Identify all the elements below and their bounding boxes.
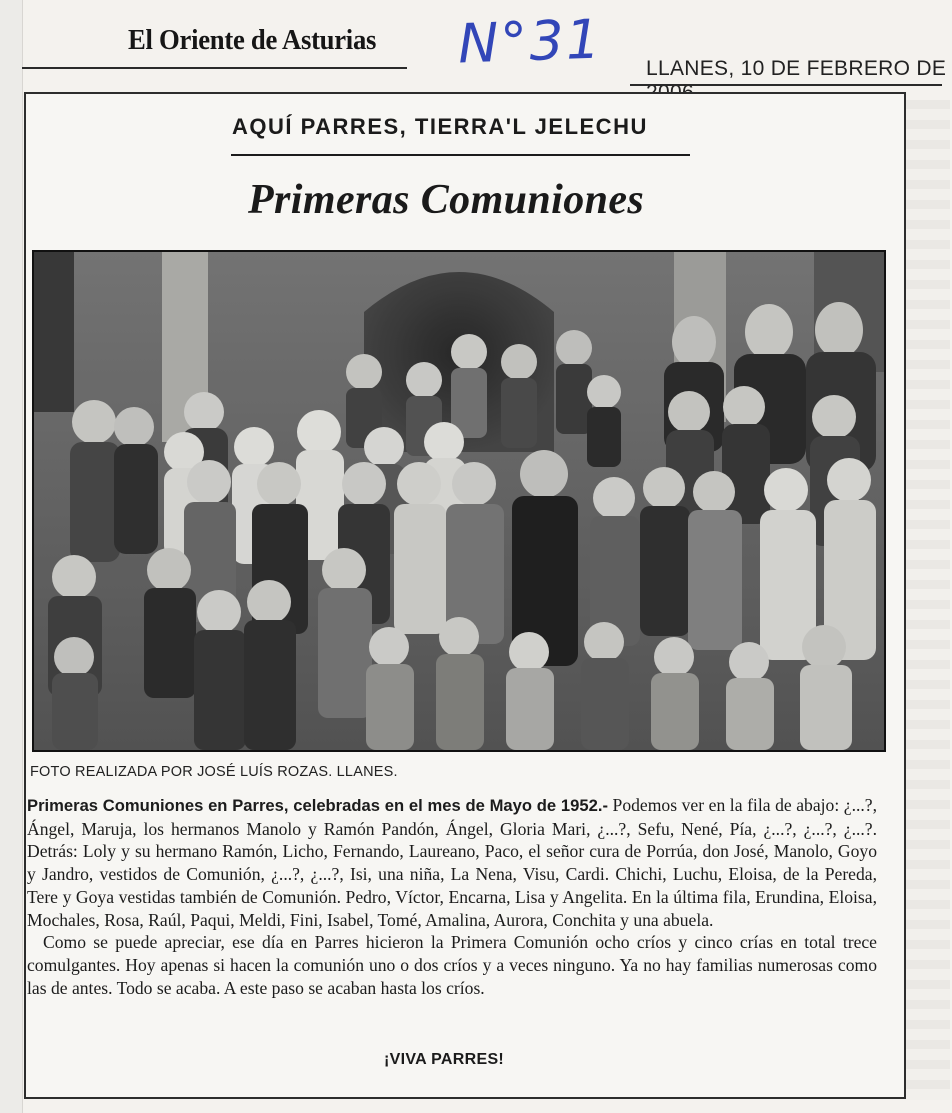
page-edge xyxy=(0,0,23,1113)
section-heading: AQUÍ PARRES, TIERRA'L JELECHU xyxy=(232,114,648,139)
dateline: LLANES, 10 DE FEBRERO DE xyxy=(646,57,947,80)
dateline-rule xyxy=(630,84,942,86)
paragraph-1 xyxy=(27,794,877,931)
handwritten-number: N°31 xyxy=(456,7,604,76)
group-photo-image xyxy=(34,252,884,750)
lead-sentence: Primeras Comuniones en Parres, celebradas en el mes de Mayo de 1952.- xyxy=(27,796,608,815)
paragraph-2: Como se puede apreciar, ese día en Parres hicieron la Primera Comunión ocho críos y cinco crías en total trece comulgantes. Hoy apenas si hacen la comunión uno o dos críos y a veces ninguno. Ya no hay familias numerosas como las de antes. Todo se acaba. A este paso se acaban hasta los críos. xyxy=(27,932,877,998)
closing-line: ¡VIVA PARRES! xyxy=(384,1051,505,1068)
masthead-rule xyxy=(22,67,407,69)
newspaper-masthead: El Oriente de Asturias xyxy=(128,24,377,56)
group-photo xyxy=(32,250,886,752)
paragraph-1-text: Podemos ver en la fila de abajo: ¿...?, Ángel, Maruja, los hermanos Manolo y Ramón Pandón, Ángel, Gloria Mari, ¿...?, Sefu, Nené, Pía, ¿...?, ¿...?, ¿...?. Detrás: Loly y su hermano Ramón, Licho, Fernando, Laureano, Paco, el señor cura de Porrúa, don José, Manolo, Goyo y Jandro, vestidos de Comunión, ¿...?, ¿...?, Isi, una niña, La Nena, Visu, Cardi. Chichi, Luchu, Eloisa, de la Pereda, Tere y Goya vestidas también de Comunión. Pedro, Víctor, Encarna, Lisa y Angelita. En la última fila, Erundina, Eloisa, Mochales, Rosa, Raúl, Paqui, Meldi, Fini, Isabel, Tomé, Amalina, Aurora, Conchita y una abuela. xyxy=(27,795,877,930)
article-body xyxy=(27,794,877,999)
headline: Primeras Comuniones xyxy=(248,177,645,223)
adjacent-column-bleed xyxy=(904,100,950,1100)
photo-credit: FOTO REALIZADA POR JOSÉ LUÍS ROZAS. LLANES. xyxy=(30,764,398,780)
section-rule xyxy=(231,154,690,156)
